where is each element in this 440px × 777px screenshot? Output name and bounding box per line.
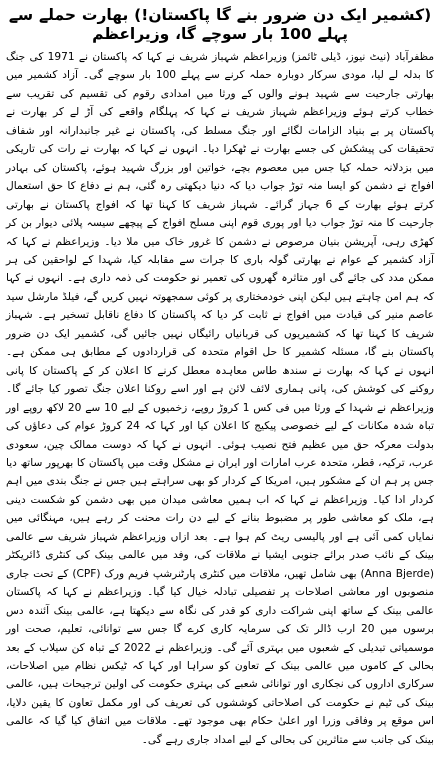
article-body: مظفرآباد (نیٹ نیوز، ڈیلی ٹائمز) وزیراعظم شہباز شریف نے کہا کہ پاکستان نے 1971 کی جنگ کا بدلہ لے لیا، مودی سرکار دوبارہ حملہ کرنے سے پہلے 100 بار سوچے گی۔ آزاد کشمیر میں بھارتی جارحیت سے شہید ہونے والوں کے ورثا میں امدادی رقوم کی تقسیم کی تقریب سے خطاب کرتے ہوئے وزیراعظم شہباز شریف نے کہا کہ پہلگام واقعے کی آڑ لے کر بھارت نے پاکستان پر بے بنیاد الزامات لگائے اور جنگ مسلط کی، پاکستان نے غیر جانبدارانہ اور شفاف تحقیقات کی پیشکش کی جسے بھارت نے ٹھکرا دیا۔ انہوں نے کہا کہ بھارت نے رات کی تاریکی میں بزدلانہ حملہ کیا جس میں معصوم بچے، خواتین اور بزرگ شہید ہوئے، پاکستان کی بہادر افواج نے دشمن کو ایسا منہ توڑ جواب دیا کہ دنیا دیکھتی رہ گئی، ہم نے دفاع کا حق استعمال کرتے ہوئے بھارت کے 6 جہاز گرائے۔ شہباز شریف کا کہنا تھا کہ افواج پاکستان نے بھارتی جارحیت کا منہ توڑ جواب دیا اور پوری قوم اپنی مسلح افواج کے پیچھے سیسہ پلائی دیوار بن کر کھڑی رہی، آپریشن بنیان مرصوص نے دشمن کا غرور خاک میں ملا دیا۔ وزیراعظم نے کہا کہ آزاد کشمیر کے عوام نے بھارتی گولہ باری کا جرات سے مقابلہ کیا، شہدا کے لواحقین کی ہر ممکن مدد کی جائے گی اور متاثرہ گھروں کی تعمیر نو حکومت کی ذمہ داری ہے۔ انہوں نے کہا کہ ہم امن چاہتے ہیں لیکن اپنی خودمختاری پر کوئی سمجھوتہ نہیں کریں گے، فیلڈ مارشل سید عاصم منیر کی قیادت میں افواج نے ثابت کر دیا کہ پاکستان کا دفاع ناقابل تسخیر ہے۔ شہباز شریف کا کہنا تھا کہ کشمیریوں کی قربانیاں رائیگاں نہیں جائیں گی، کشمیر ایک دن ضرور پاکستان بنے گا، مسئلہ کشمیر کا حل اقوام متحدہ کی قراردادوں کے مطابق ہی ممکن ہے۔ انہوں نے کہا کہ بھارت نے سندھ طاس معاہدہ معطل کرنے کا اعلان کر کے پاکستان کا پانی روکنے کی کوشش کی، پانی ہماری لائف لائن ہے اور اسے روکنا اعلان جنگ تصور کیا جائے گا۔ وزیراعظم نے شہدا کے ورثا میں فی کس 1 کروڑ روپے، زخمیوں کے لیے 10 سے 20 لاکھ روپے اور تباہ شدہ مکانات کے لیے خصوصی پیکیج کا اعلان کیا اور کہا کہ 24 کروڑ عوام کی دعاؤں کی بدولت معرکہ حق میں عظیم فتح نصیب ہوئی۔ انہوں نے کہا کہ دوست ممالک چین، سعودی عرب، ترکیہ، قطر، متحدہ عرب امارات اور ایران نے مشکل وقت میں پاکستان کا بھرپور ساتھ دیا جس پر ہم ان کے مشکور ہیں، امریکا کے کردار کو بھی سراہتے ہیں جس نے جنگ بندی میں اہم کردار ادا کیا۔ وزیراعظم نے کہا کہ اب ہمیں معاشی میدان میں بھی دشمن کو شکست دینی ہے، ملک کو معاشی طور پر مضبوط بنانے کے لیے دن رات محنت کر رہے ہیں، مہنگائی میں نمایاں کمی آئی ہے اور پالیسی ریٹ کم ہوا ہے۔ بعد ازاں وزیراعظم شہباز شریف سے عالمی بینک کے نائب صدر برائے جنوبی ایشیا نے ملاقات کی، وفد میں عالمی بینک کی کنٹری ڈائریکٹر (Anna Bjerde) بھی شامل تھیں، ملاقات میں کنٹری پارٹنرشپ فریم ورک (CPF) کے تحت جاری منصوبوں اور معاشی اصلاحات پر تفصیلی تبادلہ خیال کیا گیا۔ وزیراعظم نے کہا کہ پاکستان عالمی بینک کے ساتھ اپنی شراکت داری کو قدر کی نگاہ سے دیکھتا ہے، عالمی بینک آئندہ دس برسوں میں 20 ارب ڈالر تک کی سرمایہ کاری کرے گا جس سے توانائی، تعلیم، صحت اور موسمیاتی تبدیلی کے شعبوں میں بہتری آئے گی۔ وزیراعظم نے 2022 کے تباہ کن سیلاب کے بعد بحالی کے کاموں میں عالمی بینک کے تعاون کو سراہا اور کہا کہ ٹیکس نظام میں اصلاحات، سرکاری اداروں کی نجکاری اور توانائی شعبے کی بہتری حکومت کی اولین ترجیحات ہیں، عالمی بینک کی ٹیم نے حکومت کی اصلاحاتی کوششوں کی تعریف کی اور مکمل تعاون کا یقین دلایا، اس موقع پر وفاقی وزرا اور اعلیٰ حکام بھی موجود تھے۔ ملاقات میں اتفاق کیا گیا کہ عالمی بینک کی جانب سے متاثرین کی بحالی کے لیے امداد جاری رہے گی۔: [6, 51, 434, 746]
page-clip: [4, 4, 436, 773]
article-headline: (کشمیر ایک دن ضرور بنے گا پاکستان!) بھارت حملے سے پہلے 100 بار سوچے گا، وزیراعظم: [8, 6, 432, 43]
